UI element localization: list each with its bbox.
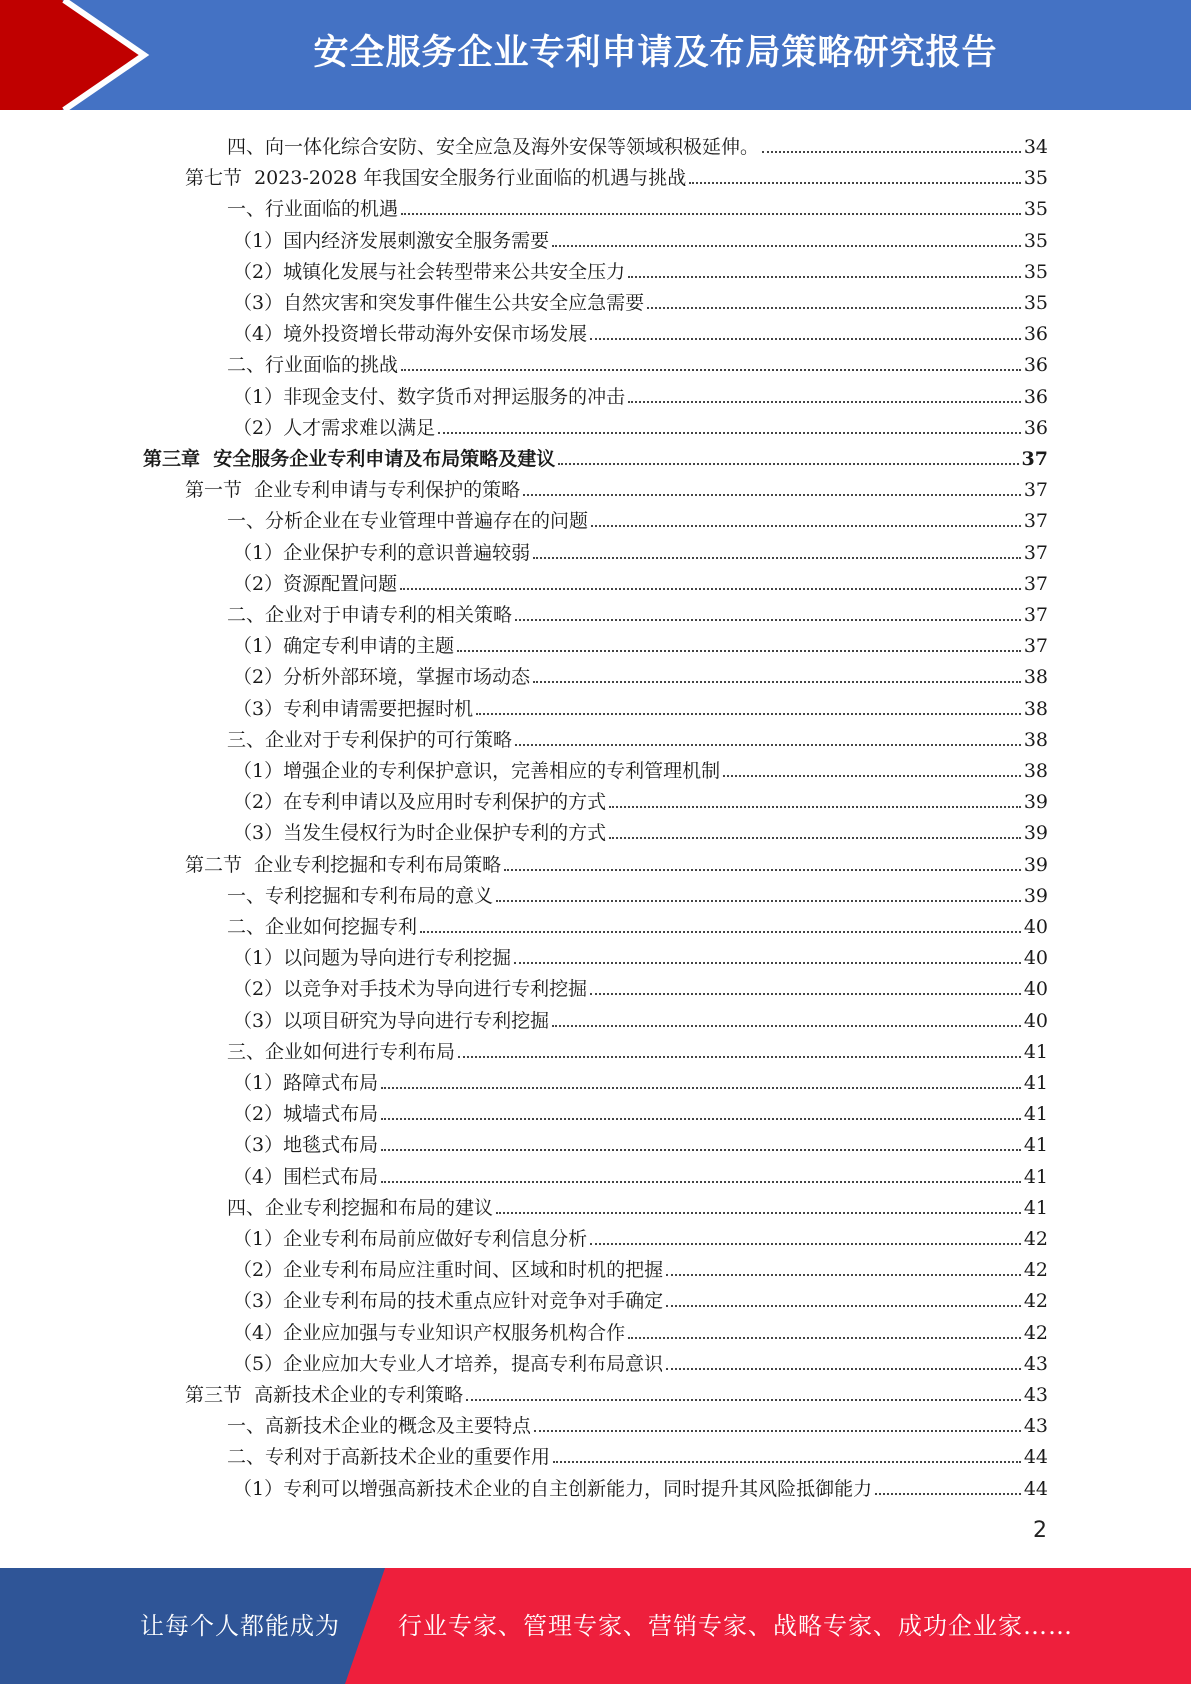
toc-dot-leader — [552, 1025, 1021, 1027]
toc-entry-page: 36 — [1023, 354, 1048, 377]
toc-entry-title: （2）以竞争对手技术为导向进行专利挖掘 — [233, 978, 588, 1001]
toc-dot-leader — [666, 1305, 1021, 1307]
toc-entry-title: （3）企业专利布局的技术重点应针对竞争对手确定 — [233, 1290, 664, 1313]
toc-entry[interactable] — [233, 1126, 1048, 1157]
toc-dot-leader — [438, 432, 1021, 434]
toc-entry-page: 41 — [1023, 1072, 1048, 1094]
toc-dot-leader — [609, 806, 1021, 808]
toc-entry-page: 39 — [1023, 822, 1048, 845]
toc-entry-page: 38 — [1023, 697, 1048, 720]
toc-entry[interactable] — [233, 378, 1048, 409]
toc-dot-leader — [496, 900, 1021, 902]
toc-dot-leader — [628, 1337, 1021, 1339]
toc-dot-leader — [381, 1118, 1021, 1120]
toc-dot-leader — [553, 1461, 1021, 1463]
toc-entry-title: （2）分析外部环境，掌握市场动态 — [233, 666, 531, 689]
toc-dot-leader — [457, 650, 1021, 652]
toc-entry[interactable] — [233, 1314, 1048, 1345]
toc-dot-leader — [504, 869, 1021, 871]
toc-dot-leader — [514, 962, 1021, 964]
toc-entry-title: （4）境外投资增长带动海外安保市场发展 — [233, 323, 588, 346]
toc-entry-page: 36 — [1023, 323, 1048, 346]
toc-entry-title: 一、行业面临的机遇 — [227, 198, 399, 221]
toc-entry-title: 二、专利对于高新技术企业的重要作用 — [227, 1446, 551, 1469]
toc-entry-title: 一、高新技术企业的概念及主要特点 — [227, 1415, 532, 1438]
toc-entry[interactable] — [227, 1407, 1048, 1438]
toc-dot-leader — [666, 1274, 1021, 1276]
toc-entry-page: 38 — [1023, 728, 1048, 751]
toc-dot-leader — [381, 1149, 1021, 1151]
toc-entry-page: 37 — [1023, 510, 1048, 533]
toc-entry[interactable] — [227, 502, 1048, 533]
toc-entry[interactable] — [227, 596, 1048, 627]
toc-entry[interactable] — [227, 346, 1048, 377]
toc-entry-page: 38 — [1023, 666, 1048, 689]
toc-dot-leader — [381, 1087, 1021, 1089]
toc-entry-title: （2）资源配置问题 — [233, 572, 398, 595]
toc-entry-page: 35 — [1023, 167, 1048, 190]
toc-entry-page: 44 — [1023, 1477, 1048, 1500]
toc-entry[interactable] — [233, 1064, 1048, 1095]
toc-entry-title: （2）企业专利布局应注重时间、区域和时机的把握 — [233, 1259, 664, 1282]
toc-entry-page: 40 — [1023, 947, 1048, 970]
toc-entry-title: （2）在专利申请以及应用时专利保护的方式 — [233, 791, 607, 814]
toc-dot-leader — [689, 182, 1021, 184]
toc-dot-leader — [875, 1493, 1021, 1495]
toc-entry-title: （3）自然灾害和突发事件催生公共安全应急需要 — [233, 292, 645, 314]
footer-slogan-right: 行业专家、管理专家、营销专家、战略专家、成功企业家…… — [398, 1612, 1073, 1640]
toc-entry-page: 42 — [1023, 1290, 1048, 1313]
toc-entry[interactable] — [233, 1345, 1048, 1376]
toc-entry[interactable] — [233, 658, 1048, 689]
toc-entry[interactable] — [233, 690, 1048, 721]
toc-entry[interactable] — [143, 440, 1048, 471]
toc-entry-title: （1）确定专利申请的主题 — [233, 635, 455, 658]
toc-entry-page: 39 — [1023, 853, 1048, 876]
toc-entry-title: （1）企业保护专利的意识普遍较弱 — [233, 541, 531, 564]
toc-entry-page: 42 — [1023, 1228, 1048, 1250]
toc-entry[interactable] — [227, 1033, 1048, 1064]
toc-entry-page: 36 — [1023, 385, 1048, 408]
toc-entry[interactable] — [233, 284, 1048, 315]
toc-entry-page: 34 — [1023, 136, 1048, 158]
toc-entry-title: 第三节 高新技术企业的专利策略 — [185, 1384, 464, 1406]
toc-entry-page: 43 — [1023, 1415, 1048, 1438]
toc-entry[interactable] — [185, 159, 1048, 190]
toc-dot-leader — [591, 525, 1021, 527]
toc-dot-leader — [628, 276, 1021, 278]
toc-entry[interactable] — [233, 939, 1048, 970]
toc-entry-title: 第七节 2023-2028 年我国安全服务行业面临的机遇与挑战 — [185, 167, 687, 190]
toc-entry-page: 40 — [1023, 1009, 1048, 1032]
toc-entry[interactable] — [233, 1282, 1048, 1313]
toc-entry[interactable] — [227, 1189, 1048, 1220]
toc-entry-page: 35 — [1023, 229, 1048, 252]
toc-dot-leader — [420, 931, 1021, 933]
toc-dot-leader — [723, 775, 1021, 777]
toc-entry[interactable] — [233, 783, 1048, 814]
toc-dot-leader — [762, 151, 1021, 153]
toc-entry-title: （3）以项目研究为导向进行专利挖掘 — [233, 1009, 550, 1032]
toc-dot-leader — [496, 1212, 1021, 1214]
toc-entry-page: 35 — [1023, 198, 1048, 221]
toc-dot-leader — [558, 463, 1018, 465]
toc-entry[interactable] — [233, 1095, 1048, 1126]
toc-entry-title: （1）增强企业的专利保护意识，完善相应的专利管理机制 — [233, 760, 721, 782]
toc-dot-leader — [401, 369, 1021, 371]
toc-dot-leader — [466, 1399, 1021, 1401]
toc-entry-title: 一、分析企业在专业管理中普遍存在的问题 — [227, 510, 589, 533]
toc-entry-page: 37 — [1023, 572, 1048, 595]
toc-entry-title: （1）路障式布局 — [233, 1072, 379, 1094]
toc-entry-title: （2）城墙式布局 — [233, 1103, 379, 1126]
toc-entry-title: （1）国内经济发展刺激安全服务需要 — [233, 229, 550, 252]
toc-entry-title: （5）企业应加大专业人才培养，提高专利布局意识 — [233, 1352, 664, 1375]
toc-entry-title: （1）企业专利布局前应做好专利信息分析 — [233, 1228, 588, 1250]
footer-slogan-left: 让每个人都能成为 — [140, 1612, 340, 1640]
toc-entry[interactable] — [233, 253, 1048, 284]
toc-dot-leader — [381, 1181, 1021, 1183]
toc-entry[interactable] — [233, 1470, 1048, 1501]
toc-entry-title: （4）企业应加强与专业知识产权服务机构合作 — [233, 1321, 626, 1344]
toc-entry-title: 第一节 企业专利申请与专利保护的策略 — [185, 479, 521, 502]
toc-entry-title: （1）非现金支付、数字货币对押运服务的冲击 — [233, 385, 626, 408]
toc-entry-page: 37 — [1023, 541, 1048, 564]
toc-entry-page: 41 — [1023, 1040, 1048, 1063]
toc-entry-page: 44 — [1023, 1446, 1048, 1469]
toc-entry-title: （4）围栏式布局 — [233, 1165, 379, 1188]
toc-entry-title: 一、专利挖掘和专利布局的意义 — [227, 884, 494, 907]
toc-entry-page: 35 — [1023, 292, 1048, 314]
toc-dot-leader — [647, 307, 1021, 309]
toc-dot-leader — [476, 713, 1021, 715]
toc-entry-page: 42 — [1023, 1321, 1048, 1344]
toc-entry-page: 38 — [1023, 760, 1048, 782]
toc-dot-leader — [534, 1430, 1021, 1432]
toc-entry-page: 39 — [1023, 884, 1048, 907]
toc-dot-leader — [609, 837, 1021, 839]
toc-entry-title: 第三章 安全服务企业专利申请及布局策略及建议 — [143, 448, 556, 470]
toc-entry[interactable] — [233, 1002, 1048, 1033]
toc-entry-page: 37 — [1023, 479, 1048, 502]
toc-entry[interactable] — [233, 534, 1048, 565]
toc-entry-title: （2）城镇化发展与社会转型带来公共安全压力 — [233, 260, 626, 283]
toc-entry-title: 三、企业对于专利保护的可行策略 — [227, 728, 513, 751]
toc-entry-title: （3）当发生侵权行为时企业保护专利的方式 — [233, 822, 607, 845]
toc-entry-title: 二、企业如何挖掘专利 — [227, 916, 418, 938]
toc-dot-leader — [533, 681, 1021, 683]
toc-entry-page: 37 — [1023, 604, 1048, 626]
toc-entry-title: 第二节 企业专利挖掘和专利布局策略 — [185, 853, 502, 876]
toc-entry-page: 41 — [1023, 1196, 1048, 1219]
toc-dot-leader — [590, 1243, 1021, 1245]
toc-entry[interactable] — [233, 814, 1048, 845]
page-header — [0, 0, 1191, 110]
toc-entry-title: （1）以问题为导向进行专利挖掘 — [233, 947, 512, 970]
toc-entry-title: 四、企业专利挖掘和布局的建议 — [227, 1196, 494, 1219]
toc-entry-title: （3）地毯式布局 — [233, 1134, 379, 1157]
toc-entry[interactable] — [233, 1220, 1048, 1251]
toc-dot-leader — [666, 1368, 1021, 1370]
toc-entry[interactable] — [227, 721, 1048, 752]
toc-entry-title: （1）专利可以增强高新技术企业的自主创新能力，同时提升其风险抵御能力 — [233, 1477, 873, 1500]
toc-dot-leader — [515, 744, 1021, 746]
toc-entry-title: 三、企业如何进行专利布局 — [227, 1040, 456, 1063]
toc-entry-page: 40 — [1023, 978, 1048, 1001]
toc-entry[interactable] — [233, 752, 1048, 783]
toc-entry[interactable] — [233, 1158, 1048, 1189]
toc-dot-leader — [533, 557, 1021, 559]
toc-entry-page: 43 — [1023, 1384, 1048, 1406]
toc-dot-leader — [523, 494, 1021, 496]
toc-entry-page: 41 — [1023, 1165, 1048, 1188]
toc-entry-title: 二、企业对于申请专利的相关策略 — [227, 604, 513, 626]
toc-entry-title: 四、向一体化综合安防、安全应急及海外安保等领域积极延伸。 — [227, 136, 760, 158]
toc-dot-leader — [400, 588, 1021, 590]
toc-entry[interactable] — [233, 409, 1048, 440]
toc-entry-page: 39 — [1023, 791, 1048, 814]
page-footer — [0, 1568, 1191, 1684]
toc-entry-page: 37 — [1021, 448, 1048, 470]
toc-dot-leader — [590, 993, 1021, 995]
toc-entry-title: （3）专利申请需要把握时机 — [233, 697, 474, 720]
toc-dot-leader — [590, 338, 1021, 340]
toc-entry-page: 36 — [1023, 416, 1048, 439]
toc-entry-page: 43 — [1023, 1352, 1048, 1375]
toc-entry-page: 37 — [1023, 635, 1048, 658]
toc-dot-leader — [401, 213, 1021, 215]
toc-entry-title: 二、行业面临的挑战 — [227, 354, 399, 377]
toc-entry[interactable] — [233, 627, 1048, 658]
toc-entry[interactable] — [227, 190, 1048, 221]
toc-entry-page: 42 — [1023, 1259, 1048, 1282]
toc-entry[interactable] — [227, 128, 1048, 159]
toc-entry-page: 35 — [1023, 260, 1048, 283]
toc-entry[interactable] — [227, 877, 1048, 908]
toc-entry-title: （2）人才需求难以满足 — [233, 416, 436, 439]
toc-entry[interactable] — [233, 222, 1048, 253]
toc-entry[interactable] — [185, 1376, 1048, 1407]
toc-entry[interactable] — [233, 565, 1048, 596]
toc-dot-leader — [515, 619, 1021, 621]
toc-dot-leader — [628, 401, 1021, 403]
toc-entry[interactable] — [233, 315, 1048, 346]
toc-entry-page: 41 — [1023, 1103, 1048, 1126]
toc-entry[interactable] — [227, 1438, 1048, 1469]
report-title: 安全服务企业专利申请及布局策略研究报告 — [313, 33, 998, 73]
toc-entry-page: 41 — [1023, 1134, 1048, 1157]
toc-entry[interactable] — [227, 908, 1048, 939]
toc-entry[interactable] — [233, 970, 1048, 1001]
toc-entry[interactable] — [185, 471, 1048, 502]
toc-entry[interactable] — [185, 846, 1048, 877]
toc-entry-page: 40 — [1023, 916, 1048, 938]
page-number: 2 — [1033, 1518, 1047, 1543]
toc-entry[interactable] — [233, 1251, 1048, 1282]
toc-dot-leader — [552, 245, 1021, 247]
toc-dot-leader — [458, 1056, 1021, 1058]
